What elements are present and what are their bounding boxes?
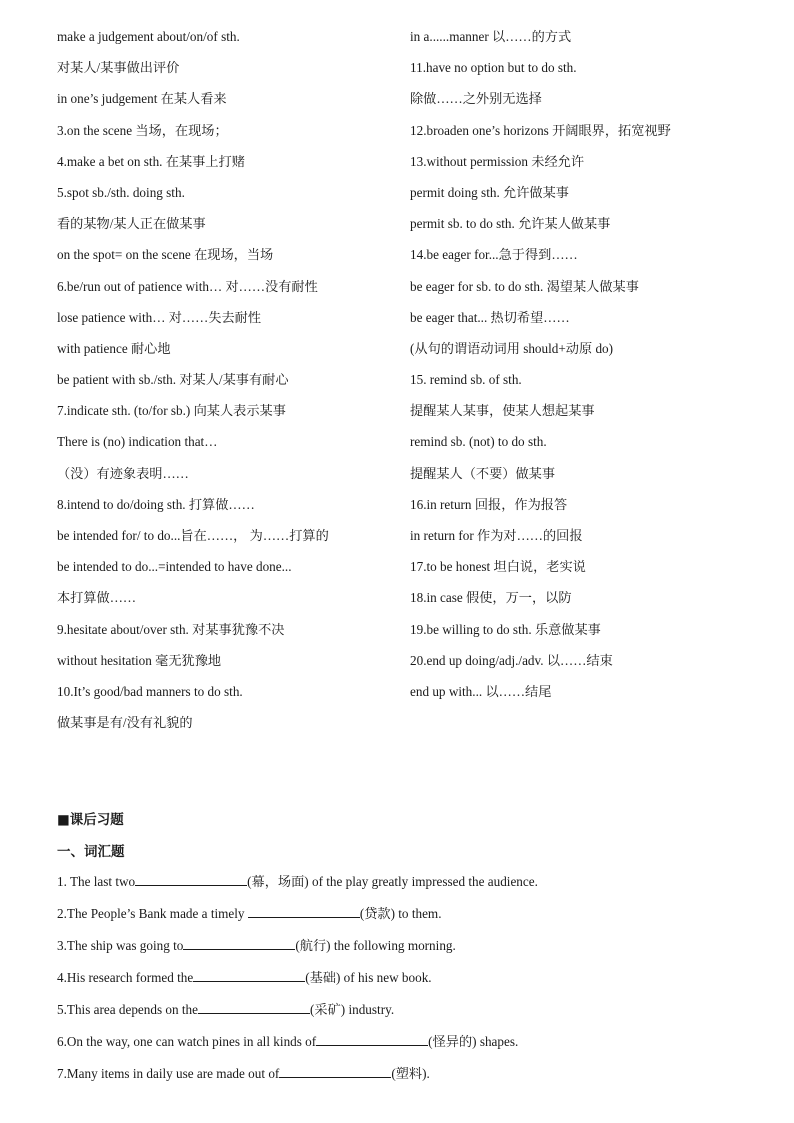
exercise-text-before: 4.His research formed the [57, 970, 194, 985]
phrase-line: 9.hesitate about/over sth. 对某事犹豫不决 [57, 621, 285, 637]
phrase-line: 14.be eager for...急于得到…… [410, 247, 578, 263]
exercise-text-before: 2.The People’s Bank made a timely [57, 906, 248, 921]
phrase-line: 16.in return 回报，作为报答 [410, 496, 568, 512]
phrase-line: 19.be willing to do sth. 乐意做某事 [410, 621, 601, 637]
exercise-item [57, 1000, 757, 1032]
phrase-line: 11.have no option but to do sth. [410, 60, 577, 76]
phrase-line: remind sb. (not) to do sth. [410, 434, 547, 450]
phrase-line: 对某人/某事做出评价 [57, 60, 180, 76]
exercise-item [57, 904, 757, 936]
exercise-text-before: 5.This area depends on the [57, 1002, 198, 1017]
phrase-line: without hesitation 毫无犹豫地 [57, 652, 222, 668]
exercise-text-before: 7.Many items in daily use are made out of [57, 1066, 280, 1081]
exercise-item [57, 1064, 757, 1096]
answer-blank[interactable] [248, 904, 360, 918]
phrase-line: 15. remind sb. of sth. [410, 372, 522, 388]
answer-blank[interactable] [193, 968, 305, 982]
phrase-line: 4.make a bet on sth. 在某事上打赌 [57, 153, 245, 169]
phrase-line: 提醒某人某事，使某人想起某事 [410, 403, 595, 419]
phrase-line: in a......manner 以……的方式 [410, 29, 572, 44]
phrase-line: 3.on the scene 当场，在现场； [57, 122, 228, 138]
phrase-line: 12.broaden one’s horizons 开阔眼界，拓宽视野 [410, 122, 671, 138]
exercise-text-after: (怪异的) shapes. [428, 1034, 519, 1049]
right-column [410, 26, 750, 712]
exercise-text-after: (基础) of his new book. [305, 970, 432, 985]
phrase-line: end up with... 以……结尾 [410, 683, 552, 699]
phrase-line: in one’s judgement 在某人看来 [57, 91, 227, 107]
phrase-line: 10.It’s good/bad manners to do sth. [57, 683, 243, 699]
phrase-line: 5.spot sb./sth. doing sth. [57, 184, 185, 200]
phrase-line: in return for 作为对……的回报 [410, 528, 583, 543]
phrase-line: 20.end up doing/adj./adv. 以……结束 [410, 652, 613, 668]
exercise-text-after: (幕，场面) of the play greatly impressed the audience. [247, 874, 538, 889]
answer-blank[interactable] [198, 1000, 310, 1014]
answer-blank[interactable] [279, 1064, 391, 1078]
phrase-line: be eager that... 热切希望…… [410, 309, 570, 325]
exercise-item [57, 1032, 757, 1064]
exercise-item [57, 872, 757, 904]
phrase-line: be patient with sb./sth. 对某人/某事有耐心 [57, 372, 289, 388]
exercise-text-after: (采矿) industry. [310, 1002, 395, 1017]
answer-blank[interactable] [316, 1032, 428, 1046]
phrase-line: permit sb. to do sth. 允许某人做某事 [410, 216, 611, 232]
phrase-line: be intended to do...=intended to have done... [57, 559, 292, 575]
exercise-text-after: (塑料). [391, 1066, 430, 1081]
phrase-line: 做某事是有/没有礼貌的 [57, 715, 193, 731]
phrase-line: 13.without permission 未经允许 [410, 153, 584, 169]
answer-blank[interactable] [135, 872, 247, 886]
phrase-line: make a judgement about/on/of sth. [57, 29, 240, 44]
phrase-line: with patience 耐心地 [57, 340, 171, 356]
phrase-line: be eager for sb. to do sth. 渴望某人做某事 [410, 278, 639, 294]
phrase-line: lose patience with… 对……失去耐性 [57, 309, 262, 325]
answer-blank[interactable] [183, 936, 295, 950]
exercise-text-after: (航行) the following morning. [295, 938, 456, 953]
phrase-line: 17.to be honest 坦白说，老实说 [410, 559, 586, 575]
phrase-line: on the spot= on the scene 在现场，当场 [57, 247, 274, 263]
phrase-line: 提醒某人（不要）做某事 [410, 465, 556, 481]
phrase-line: （没）有迹象表明…… [57, 465, 189, 481]
phrase-line: 看的某物/某人正在做某事 [57, 216, 206, 232]
left-column [57, 26, 397, 743]
exercise-text-after: (贷款) to them. [359, 906, 442, 921]
phrase-line: 18.in case 假使，万一，以防 [410, 590, 572, 606]
exercise-text-before: 3.The ship was going to [57, 938, 184, 953]
phrase-line: 6.be/run out of patience with… 对……没有耐性 [57, 278, 318, 294]
exercise-text-before: 6.On the way, one can watch pines in all kinds of [57, 1034, 317, 1049]
exercise-item [57, 936, 757, 968]
phrase-line: be intended for/ to do...旨在……， 为……打算的 [57, 528, 329, 543]
phrase-line: permit doing sth. 允许做某事 [410, 184, 569, 200]
phrase-line: 本打算做…… [57, 590, 137, 606]
phrase-line: (从句的谓语动词用 should+动原 do) [410, 340, 614, 356]
exercise-text-before: 1. The last two [57, 874, 136, 889]
phrase-line: 8.intend to do/doing sth. 打算做…… [57, 496, 255, 512]
exercise-item [57, 968, 757, 1000]
exercise-list [57, 872, 757, 1096]
section-title: ■课后习题 [57, 812, 124, 828]
phrase-line: 除做……之外别无选择 [410, 91, 542, 107]
subsection-title: 一、词汇题 [57, 844, 125, 860]
phrase-line: There is (no) indication that… [57, 434, 218, 450]
phrase-line: 7.indicate sth. (to/for sb.) 向某人表示某事 [57, 403, 286, 419]
